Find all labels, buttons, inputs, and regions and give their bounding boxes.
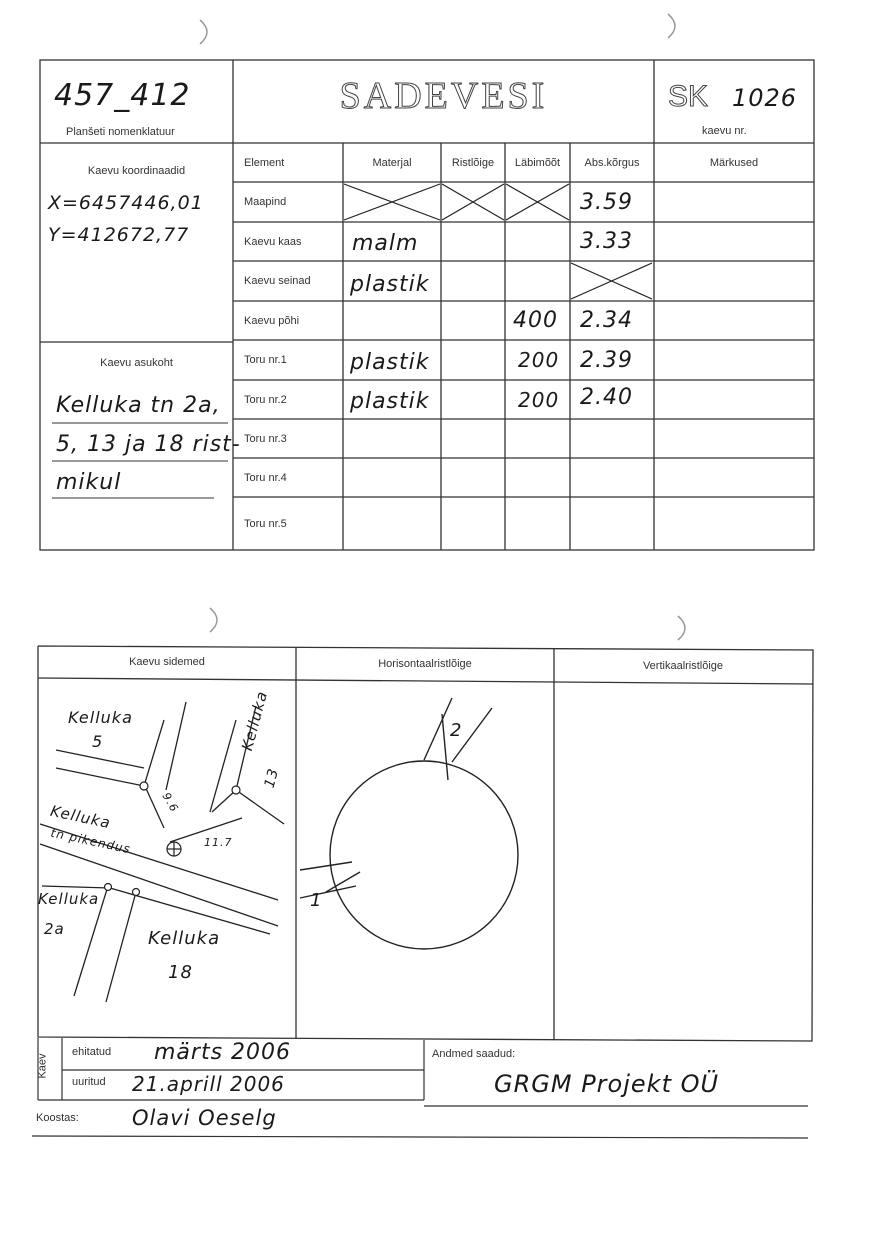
row-element: Kaevu kaas: [244, 235, 302, 248]
data-source-label: Andmed saadud:: [432, 1048, 516, 1060]
distance-b: 11.7: [204, 836, 233, 849]
sketch-label-kelluka13: Kelluka: [238, 688, 272, 753]
row-material: plastik: [350, 271, 430, 297]
built-label: ehitatud: [72, 1046, 112, 1058]
distance-a: 9.6: [159, 790, 182, 815]
coordinate-x: X=6457446,01: [48, 192, 204, 214]
row-diameter: 200: [518, 348, 560, 372]
row-height: 2.39: [580, 347, 633, 373]
location-line-3: mikul: [56, 470, 122, 495]
sketch-label-kelluka5-num: 5: [92, 732, 104, 751]
sketch-label-pikendus-sub: tn pikendus: [49, 825, 133, 857]
row-height: 2.40: [580, 385, 633, 410]
header-notes: Märkused: [709, 156, 759, 169]
well-prefix: SK: [668, 80, 709, 113]
sketch-label-kelluka13-num: 13: [261, 766, 283, 790]
row-height: 2.34: [580, 308, 633, 333]
sketch-label-kelluka2a-num: 2a: [44, 920, 65, 938]
nomenclature-value: 457_412: [54, 78, 191, 113]
header-abs-height: Abs.kõrgus: [584, 156, 640, 169]
sketch-label-kelluka18-num: 18: [168, 962, 193, 983]
updated-value: 21.aprill 2006: [132, 1072, 285, 1096]
location-label: Kaevu asukoht: [100, 357, 173, 369]
sketch-label-kelluka2a: Kelluka: [38, 890, 100, 908]
horizontal-section-header: Horisontaalristlõige: [378, 658, 472, 670]
pipe-1-label: 1: [310, 890, 323, 911]
page-title: SADEVESI: [339, 75, 548, 117]
sketch-label-kelluka5: Kelluka: [68, 708, 133, 727]
row-diameter: 400: [513, 308, 558, 333]
kaev-side-label: Kaev: [36, 1053, 49, 1079]
well-label: kaevu nr.: [702, 125, 747, 137]
coordinate-y: Y=412672,77: [48, 224, 190, 246]
well-number: 1026: [732, 84, 798, 112]
row-element: Maapind: [244, 196, 287, 208]
lower-form-grid: [0, 600, 872, 1160]
links-header: Kaevu sidemed: [129, 656, 205, 668]
location-line-2: 5, 13 ja 18 rist-: [56, 432, 241, 457]
row-height: 3.59: [580, 189, 633, 215]
sketch-label-kelluka18: Kelluka: [148, 928, 221, 949]
row-element: Toru nr.4: [244, 471, 287, 484]
header-material: Materjal: [372, 156, 412, 169]
location-line-1: Kelluka tn 2a,: [56, 393, 221, 418]
data-source-value: GRGM Projekt OÜ: [494, 1070, 720, 1098]
row-material: plastik: [350, 349, 430, 375]
row-material: plastik: [350, 389, 430, 414]
coordinates-label: Kaevu koordinaadid: [87, 165, 186, 177]
row-material: malm: [352, 231, 419, 256]
nomenclature-label: Planšeti nomenklatuur: [66, 126, 175, 138]
row-element: Toru nr.2: [244, 393, 287, 406]
updated-label: uuritud: [72, 1076, 106, 1088]
header-diameter: Läbimõõt: [514, 156, 561, 169]
row-element: Toru nr.1: [244, 354, 287, 366]
row-element: Kaevu põhi: [244, 314, 300, 327]
built-value: märts 2006: [154, 1040, 292, 1065]
vertical-section-header: Vertikaalristlõige: [642, 660, 724, 672]
header-cross-section: Ristlõige: [451, 156, 495, 169]
author-value: Olavi Oeselg: [132, 1106, 277, 1130]
row-height: 3.33: [580, 229, 633, 254]
author-label: Koostas:: [36, 1112, 79, 1124]
row-element: Kaevu seinad: [244, 275, 311, 287]
pipe-2-label: 2: [450, 720, 463, 741]
sketch-label-pikendus: Kelluka: [48, 801, 113, 833]
header-element: Element: [244, 156, 285, 169]
row-diameter: 200: [518, 387, 560, 412]
row-element: Toru nr.3: [244, 432, 287, 445]
row-element: Toru nr.5: [244, 517, 287, 530]
